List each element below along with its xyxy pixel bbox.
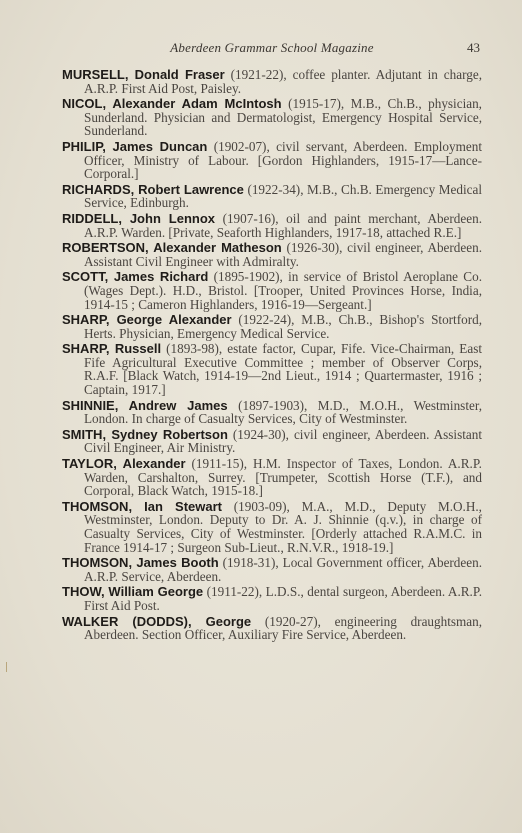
list-item	[62, 556, 482, 583]
list-item	[62, 97, 482, 138]
list-item	[62, 457, 482, 498]
entry-details: (1911-15), H.M. Inspector of Taxes, London. A.R.P. Warden, Carshalton, Surrey. [Trumpeter, Scottish Horse (T.F.), and Corporal, Black Watch, 1915-18.]	[84, 456, 482, 499]
entry-details: (1922-34), M.B., Ch.B. Emergency Medical Service, Edinburgh.	[84, 181, 482, 211]
entry-details: (1902-07), civil servant, Aberdeen. Employment Officer, Ministry of Labour. [Gordon Highlanders, 1915-17—Lance-Corporal.]	[84, 138, 482, 182]
list-item	[62, 615, 482, 642]
entry-details: (1922-24), M.B., Ch.B., Bishop's Stortford, Herts. Physician, Emergency Medical Service.	[84, 312, 482, 341]
page-header	[62, 40, 482, 60]
entry-list	[62, 68, 482, 642]
entry-name: RIDDELL, John Lennox	[62, 210, 215, 226]
entry-details: (1920-27), engineering draughtsman, Aberdeen. Section Officer, Auxiliary Fire Service, Aberdeen.	[84, 613, 482, 643]
entry-details: (1907-16), oil and paint merchant, Aberdeen. A.R.P. Warden. [Private, Seaforth Highlanders, 1917-18, attached R.E.]	[84, 210, 482, 240]
list-item	[62, 313, 482, 340]
margin-mark	[6, 662, 7, 672]
list-item	[62, 183, 482, 210]
entry-name: RICHARDS, Robert Lawrence	[62, 181, 244, 197]
entry-details: (1918-31), Local Government officer, Aberdeen. A.R.P. Service, Aberdeen.	[84, 555, 482, 584]
entry-name: THOMSON, Ian Stewart	[62, 498, 222, 514]
entry-name: PHILIP, James Duncan	[62, 138, 208, 154]
list-item	[62, 342, 482, 396]
entry-name: THOW, William George	[62, 584, 204, 600]
entry-name: NICOL, Alexander Adam McIntosh	[62, 96, 282, 112]
entry-details: (1924-30), civil engineer, Aberdeen. Assistant Civil Engineer, Air Ministry.	[84, 426, 482, 456]
running-title: Aberdeen Grammar School Magazine	[170, 40, 374, 55]
entry-details: (1915-17), M.B., Ch.B., physician, Sunderland. Physician and Dermatologist, Emergency Hospital Service, Sunderland.	[84, 96, 482, 139]
list-item	[62, 68, 482, 95]
entry-details: (1895-1902), in service of Bristol Aeroplane Co. (Wages Dept.). H.D., Bristol. [Trooper, United Provinces Horse, India, 1914-15 ; Cameron Highlanders, 1916-19—Sergeant.]	[84, 269, 482, 312]
entry-name: SCOTT, James Richard	[62, 269, 209, 285]
list-item	[62, 500, 482, 554]
list-item	[62, 428, 482, 455]
entry-details: (1897-1903), M.D., M.O.H., Westminster, London. In charge of Casualty Services, City of Westminster.	[84, 397, 482, 427]
list-item	[62, 270, 482, 311]
list-item	[62, 585, 482, 612]
list-item	[62, 212, 482, 239]
entry-details: (1926-30), civil engineer, Aberdeen. Assistant Civil Engineer with Admiralty.	[84, 240, 482, 269]
entry-name: SHINNIE, Andrew James	[62, 397, 228, 413]
list-item	[62, 241, 482, 268]
entry-name: WALKER (DODDS), George	[62, 613, 252, 629]
entry-name: TAYLOR, Alexander	[62, 456, 186, 472]
entry-details: (1911-22), L.D.S., dental surgeon, Aberdeen. A.R.P. First Aid Post.	[84, 584, 482, 613]
page-number: 43	[467, 40, 480, 55]
list-item	[62, 399, 482, 426]
entry-name: SMITH, Sydney Robertson	[62, 426, 228, 442]
list-item	[62, 140, 482, 181]
entry-name: MURSELL, Donald Fraser	[62, 67, 225, 82]
entry-details: (1921-22), coffee planter. Adjutant in charge, A.R.P. First Aid Post, Paisley.	[84, 67, 483, 96]
entry-name: SHARP, George Alexander	[62, 312, 232, 328]
entry-name: ROBERTSON, Alexander Matheson	[62, 240, 282, 256]
entry-details: (1903-09), M.A., M.D., Deputy M.O.H., Westminster, London. Deputy to Dr. A. J. Shinnie (q.v.), in charge of Casualty Services, City of Westminster. [Orderly attached R.A.M.C. in France 1914-17 ; Surgeon Sub-Lieut., R.N.V.R., 1918-19.]	[84, 498, 482, 555]
entry-details: (1893-98), estate factor, Cupar, Fife. Vice-Chairman, East Fife Agricultural Executive Committee ; member of Observer Corps, R.A.F. [Black Watch, 1914-19—2nd Lieut., 1914 ; Quartermaster, 1916 ; Captain, 1917.]	[84, 341, 482, 398]
entry-name: SHARP, Russell	[62, 341, 162, 357]
entry-name: THOMSON, James Booth	[62, 555, 219, 571]
